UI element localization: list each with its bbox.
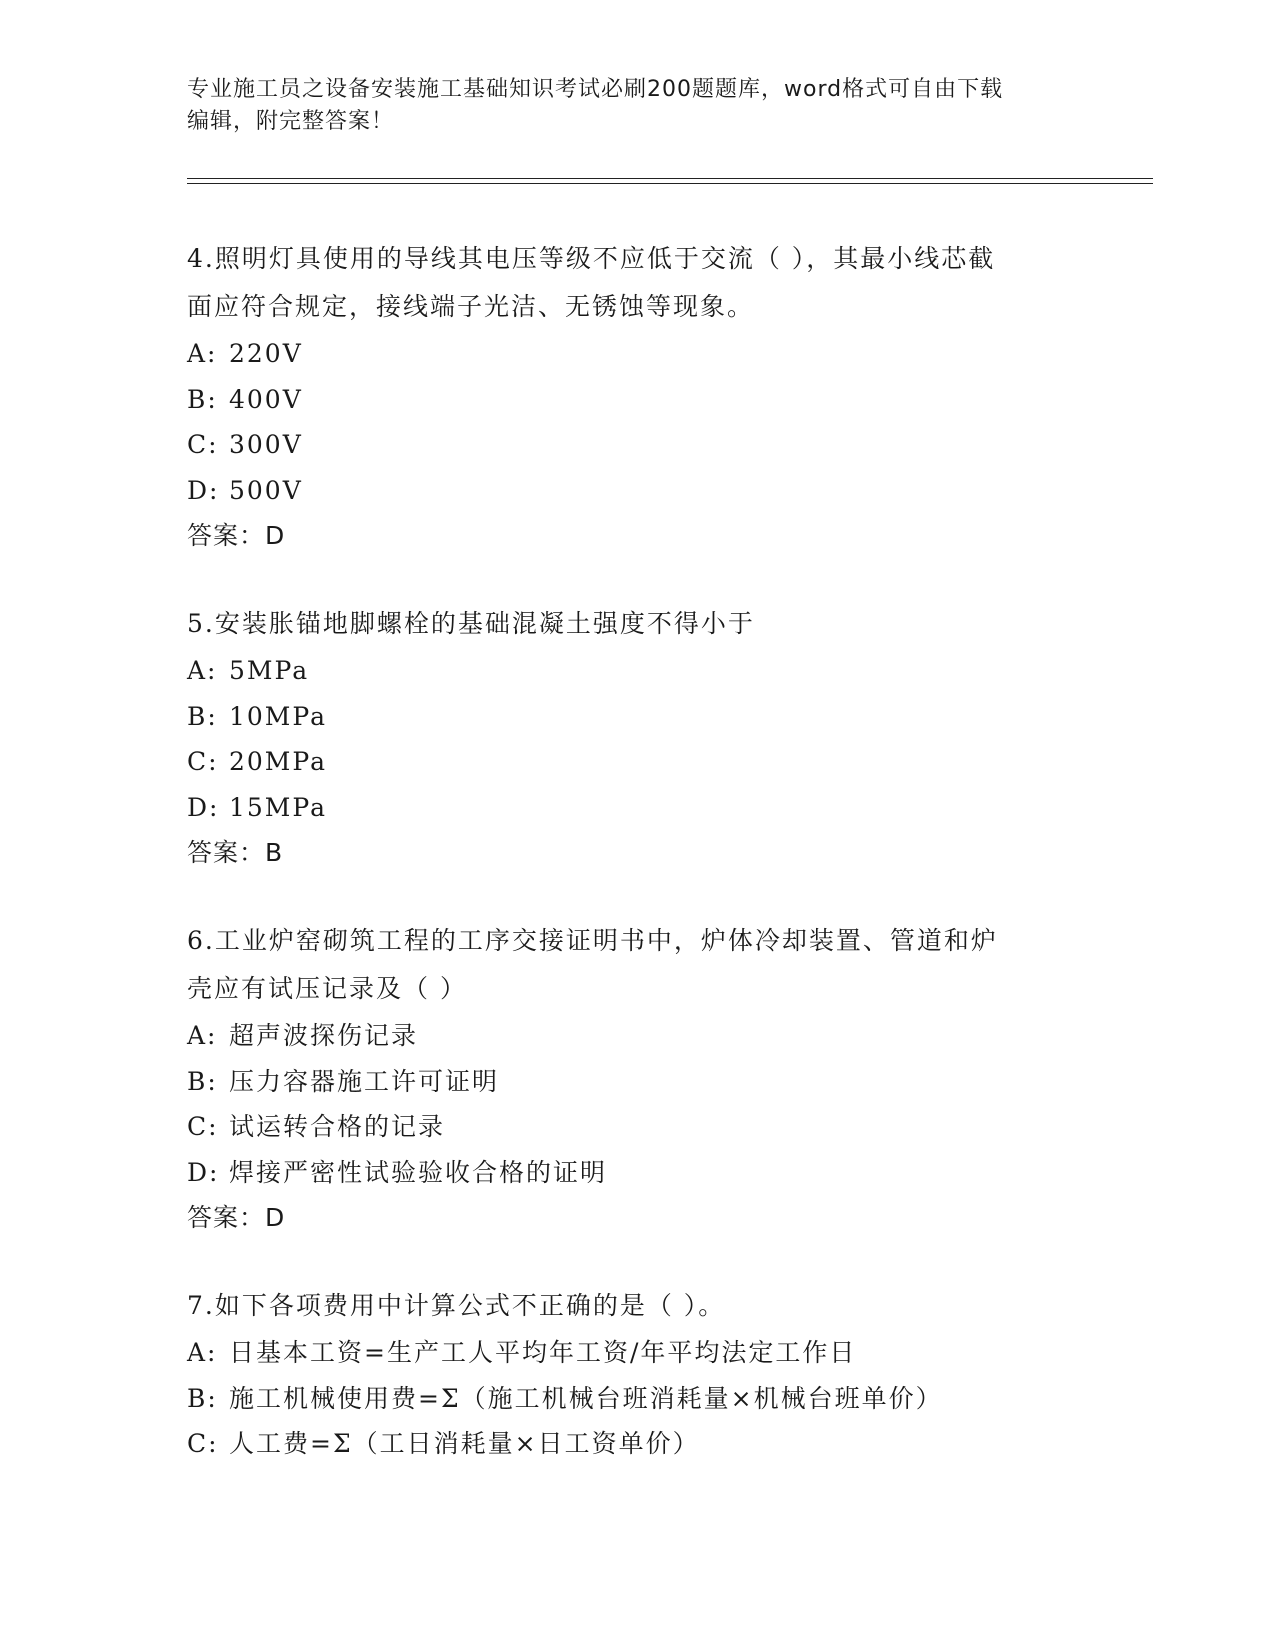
question-list [187,235,1087,1509]
header-line-2: 编辑，附完整答案！ [187,109,395,134]
option-text: 人工费=Σ（工日消耗量×日工资单价） [229,1429,700,1458]
option-a [187,331,1087,377]
option-label: D: [187,1157,220,1187]
option-text: 压力容器施工许可证明 [229,1066,500,1096]
option-text: 超声波探伤记录 [229,1021,419,1050]
question-text-line: 4.照明灯具使用的导线其电压等级不应低于交流（ ），其最小线芯截 [187,244,996,273]
question-text-line: 壳应有试压记录及（ ） [187,974,467,1003]
question-6 [187,917,1087,1240]
question-4 [187,235,1087,558]
question-text-line: 7.如下各项费用中计算公式不正确的是（ ）。 [187,1291,726,1320]
option-label: C: [187,1429,219,1458]
option-label: A: [187,656,218,685]
document-header [187,74,1087,138]
option-text: 试运转合格的记录 [229,1112,446,1141]
option-label: B: [187,1383,218,1413]
option-label: C: [187,430,219,459]
option-c [187,1421,1087,1467]
option-label: A: [187,1021,218,1050]
question-text-line: 面应符合规定，接线端子光洁、无锈蚀等现象。 [187,292,755,321]
header-line-1: 专业施工员之设备安装施工基础知识考试必刷200题题库，word格式可自由下载 [187,77,1004,102]
option-text: 焊接严密性试验验收合格的证明 [229,1157,608,1187]
option-c [187,1104,1087,1150]
option-b [187,377,1087,423]
option-text: 400V [229,384,303,414]
option-label: B: [187,701,218,731]
header-divider-bottom [187,183,1153,184]
option-text: 300V [229,430,303,459]
option-c [187,739,1087,785]
option-label: A: [187,1338,218,1367]
option-text: 220V [229,339,303,368]
question-7 [187,1282,1087,1467]
question-text-line: 6.工业炉窑砌筑工程的工序交接证明书中，炉体冷却装置、管道和炉 [187,926,998,955]
answer-line: 答案：D [187,521,286,550]
option-text: 500V [229,475,303,505]
option-b [187,694,1087,740]
option-a [187,1013,1087,1059]
option-text: 日基本工资=生产工人平均年工资/年平均法定工作日 [229,1338,857,1367]
option-c [187,422,1087,468]
option-label: C: [187,1112,219,1141]
option-label: C: [187,747,219,776]
option-label: B: [187,384,218,414]
option-label: D: [187,475,220,505]
option-b [187,1059,1087,1105]
option-text: 15MPa [229,792,328,822]
option-d [187,785,1087,831]
option-text: 10MPa [229,701,328,731]
option-label: D: [187,792,220,822]
option-a [187,648,1087,694]
option-b [187,1376,1087,1422]
option-text: 施工机械使用费=Σ（施工机械台班消耗量×机械台班单价） [229,1383,943,1413]
option-text: 5MPa [229,656,310,685]
question-5 [187,600,1087,875]
option-label: B: [187,1066,218,1096]
header-divider-top [187,178,1153,179]
answer-line: 答案：D [187,1203,286,1232]
option-label: A: [187,339,218,368]
option-a [187,1330,1087,1376]
answer-line: 答案：B [187,838,284,867]
option-d [187,1150,1087,1196]
option-d [187,468,1087,514]
question-text-line: 5.安装胀锚地脚螺栓的基础混凝土强度不得小于 [187,609,755,638]
option-text: 20MPa [229,747,328,776]
